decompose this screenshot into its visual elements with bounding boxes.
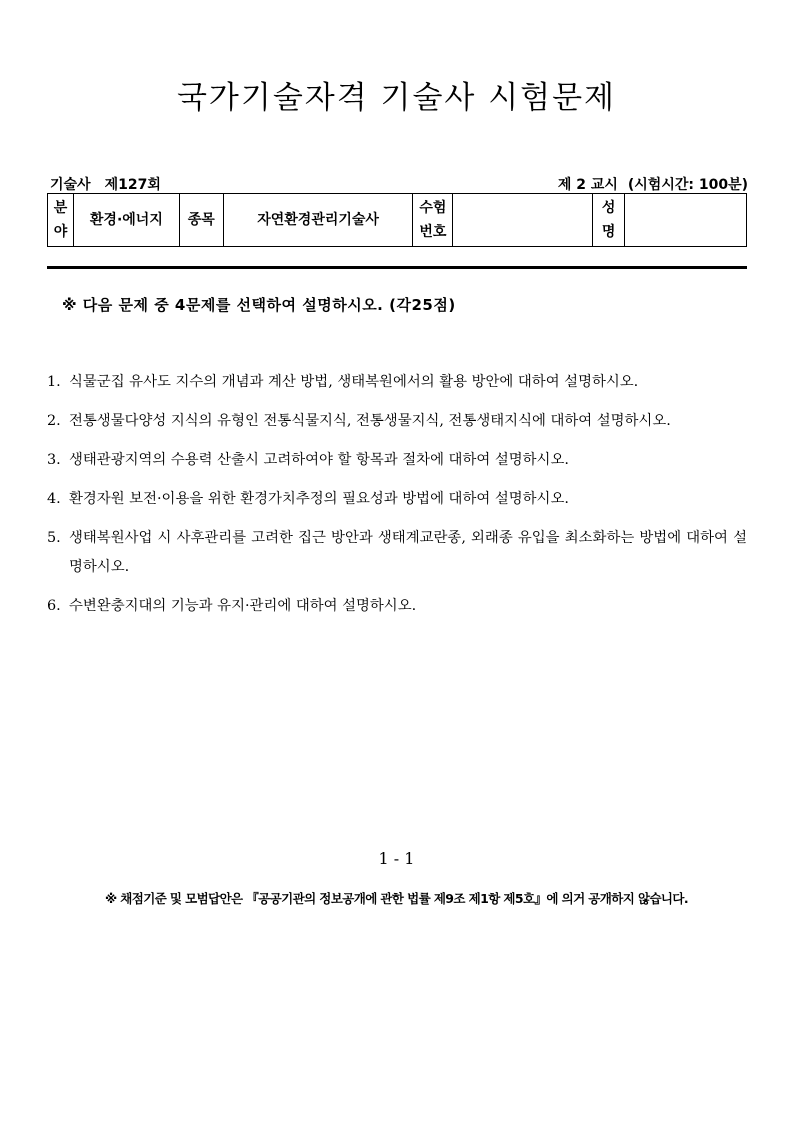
- name-label-bottom: 명: [601, 224, 616, 240]
- question-item: [47, 368, 747, 397]
- category-label: 종목: [179, 194, 223, 247]
- exam-meta-left: [50, 174, 175, 194]
- exam-number-label-top: 수험: [419, 200, 447, 216]
- exam-round: 제127회: [104, 177, 161, 193]
- question-item: [47, 446, 747, 475]
- name-label-top: 성: [601, 200, 616, 216]
- question-list: [47, 368, 747, 631]
- exam-duration: (시험시간: 100분): [627, 177, 748, 193]
- field-label-top: 분: [53, 200, 68, 216]
- exam-meta: [50, 174, 748, 194]
- exam-number-label: [413, 194, 453, 247]
- page-number: 1 - 1: [378, 849, 415, 868]
- field-label: [48, 194, 74, 247]
- question-text: 전통생물다양성 지식의 유형인 전통식물지식, 전통생물지식, 전통생태지식에 대하여 설명하시오.: [69, 413, 671, 429]
- name-field[interactable]: [625, 194, 747, 247]
- question-number: 1.: [47, 374, 61, 390]
- question-number: 4.: [47, 491, 61, 507]
- question-number: 2.: [47, 413, 61, 429]
- exam-number-label-bottom: 번호: [419, 224, 447, 240]
- field-value: 환경·에너지: [73, 194, 179, 247]
- question-text: 환경자원 보전·이용을 위한 환경가치추정의 필요성과 방법에 대하여 설명하시오.: [69, 491, 569, 507]
- question-item: [47, 407, 747, 436]
- divider: [47, 266, 747, 269]
- question-text: 수변완충지대의 기능과 유지·관리에 대하여 설명하시오.: [69, 598, 417, 614]
- question-number: 6.: [47, 598, 61, 614]
- exam-number-field[interactable]: [453, 194, 593, 247]
- exam-grade: 기술사: [50, 177, 91, 193]
- question-text: 생태복원사업 시 사후관리를 고려한 집근 방안과 생태계교란종, 외래종 유입을 최소화하는 방법에 대하여 설명하시오.: [69, 530, 747, 575]
- question-number: 5.: [47, 530, 61, 546]
- question-item: [47, 592, 747, 621]
- exam-meta-right: [548, 174, 748, 194]
- field-label-bottom: 야: [53, 224, 68, 240]
- category-value: 자연환경관리기술사: [223, 194, 413, 247]
- question-item: [47, 485, 747, 514]
- instruction-text: ※ 다음 문제 중 4문제를 선택하여 설명하시오. (각25점): [62, 296, 456, 314]
- question-text: 생태관광지역의 수용력 산출시 고려하여야 할 항목과 절차에 대하여 설명하시오.: [69, 452, 569, 468]
- question-number: 3.: [47, 452, 61, 468]
- footer-note: ※ 채점기준 및 모범답안은 『공공기관의 정보공개에 관한 법률 제9조 제1항 제5호』에 의거 공개하지 않습니다.: [104, 891, 689, 906]
- question-item: [47, 524, 747, 582]
- name-label: [593, 194, 625, 247]
- exam-info-table: [47, 193, 747, 247]
- page-title: 국가기술자격 기술사 시험문제: [176, 80, 616, 116]
- exam-session: 제 2 교시: [557, 177, 618, 193]
- question-text: 식물군집 유사도 지수의 개념과 계산 방법, 생태복원에서의 활용 방안에 대하여 설명하시오.: [69, 374, 639, 390]
